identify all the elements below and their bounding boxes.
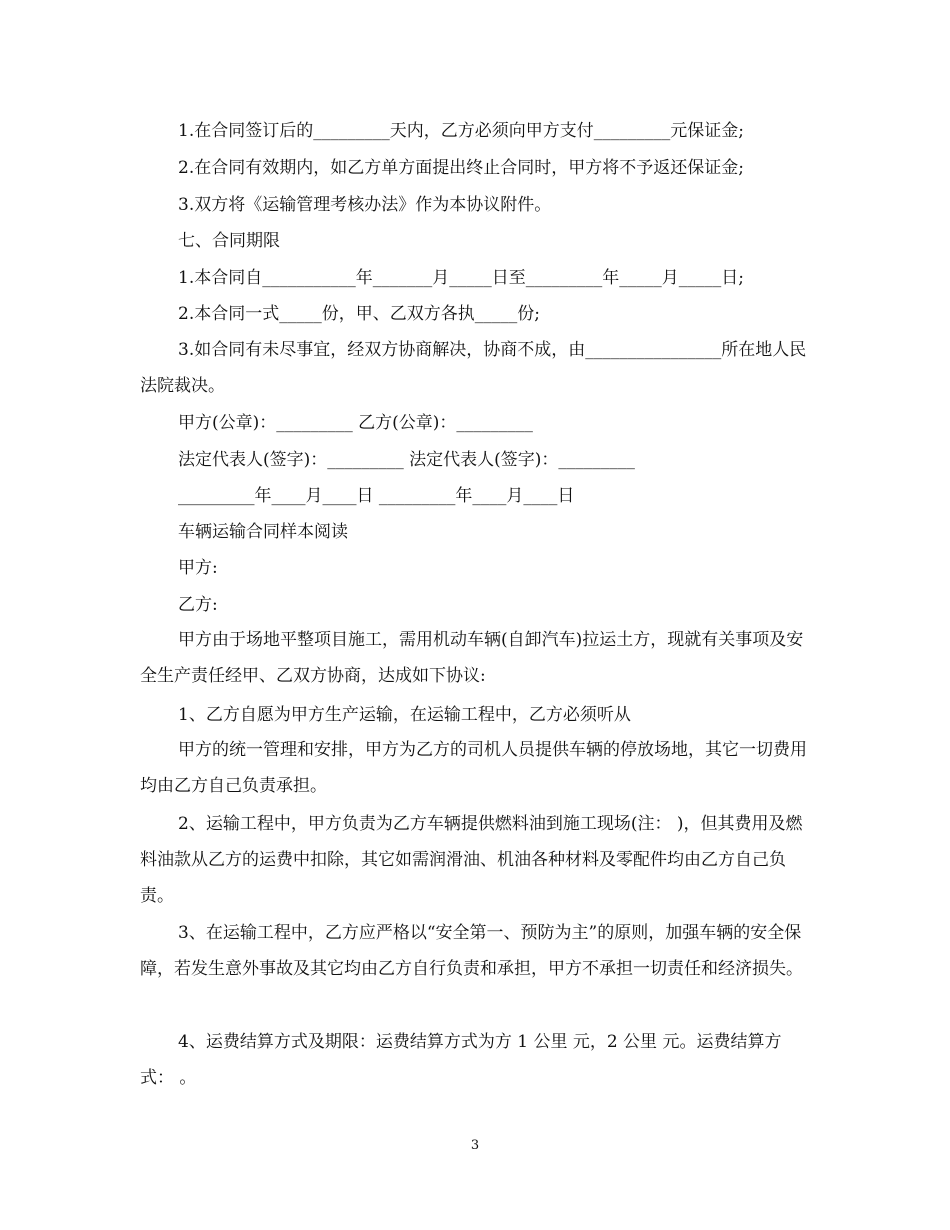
section-heading-term: 七、合同期限 — [178, 231, 280, 251]
clause-1-continuation: 甲方的统一管理和安排，甲方为乙方的司机人员提供车辆的停放场地，其它一切费用均由乙方自己负责承担。 — [140, 740, 807, 796]
clause-4: 4、运费结算方式及期限：运费结算方式为方 1 公里 元，2 公里 元。运费结算方式： 。 — [140, 1032, 782, 1088]
page-number: 3 — [470, 1138, 480, 1153]
clause-deposit-forfeit: 2.在合同有效期内，如乙方单方面提出终止合同时，甲方将不予返还保证金; — [178, 158, 744, 178]
clause-3: 3、在运输工程中，乙方应严格以“安全第一、预防为主”的原则，加强车辆的安全保障，若发生意外事故及其它均由乙方自行负责和承担，甲方不承担一切责任和经济损失。 — [140, 923, 803, 979]
clause-attachment: 3.双方将《运输管理考核办法》作为本协议附件。 — [178, 195, 552, 215]
intro-paragraph: 甲方由于场地平整项目施工，需用机动车辆(自卸汽车)拉运土方，现就有关事项及安全生产责任经甲、乙双方协商，达成如下协议: — [140, 630, 804, 686]
clause-dispute: 3.如合同有未尽事宜，经双方协商解决，协商不成，由________________所在地人民法院裁决。 — [140, 340, 807, 396]
clause-deposit-payment: 1.在合同签订后的_________天内，乙方必须向甲方支付_________元保证金; — [178, 121, 744, 141]
party-a-label: 甲方: — [178, 558, 218, 578]
clause-copies: 2.本合同一式_____份，甲、乙双方各执_____份; — [178, 304, 540, 324]
party-b-label: 乙方: — [178, 595, 218, 615]
signature-dates: _________年____月____日 _________年____月____日 — [178, 486, 575, 506]
clause-2: 2、运输工程中，甲方负责为乙方车辆提供燃料油到施工现场(注： )，但其费用及燃料油款从乙方的运费中扣除，其它如需润滑油、机油各种材料及零配件均由乙方自己负责。 — [140, 814, 803, 906]
document-title: 车辆运输合同样本阅读 — [178, 522, 348, 542]
signature-seals: 甲方(公章)：_________ 乙方(公章)：_________ — [178, 413, 533, 433]
clause-contract-period: 1.本合同自___________年_______月_____日至_________年_____月_____日; — [178, 268, 744, 288]
clause-1-line-1: 1、乙方自愿为甲方生产运输，在运输工程中，乙方必须听从 — [178, 705, 631, 725]
signature-representatives: 法定代表人(签字)：_________ 法定代表人(签字)：_________ — [178, 450, 635, 470]
